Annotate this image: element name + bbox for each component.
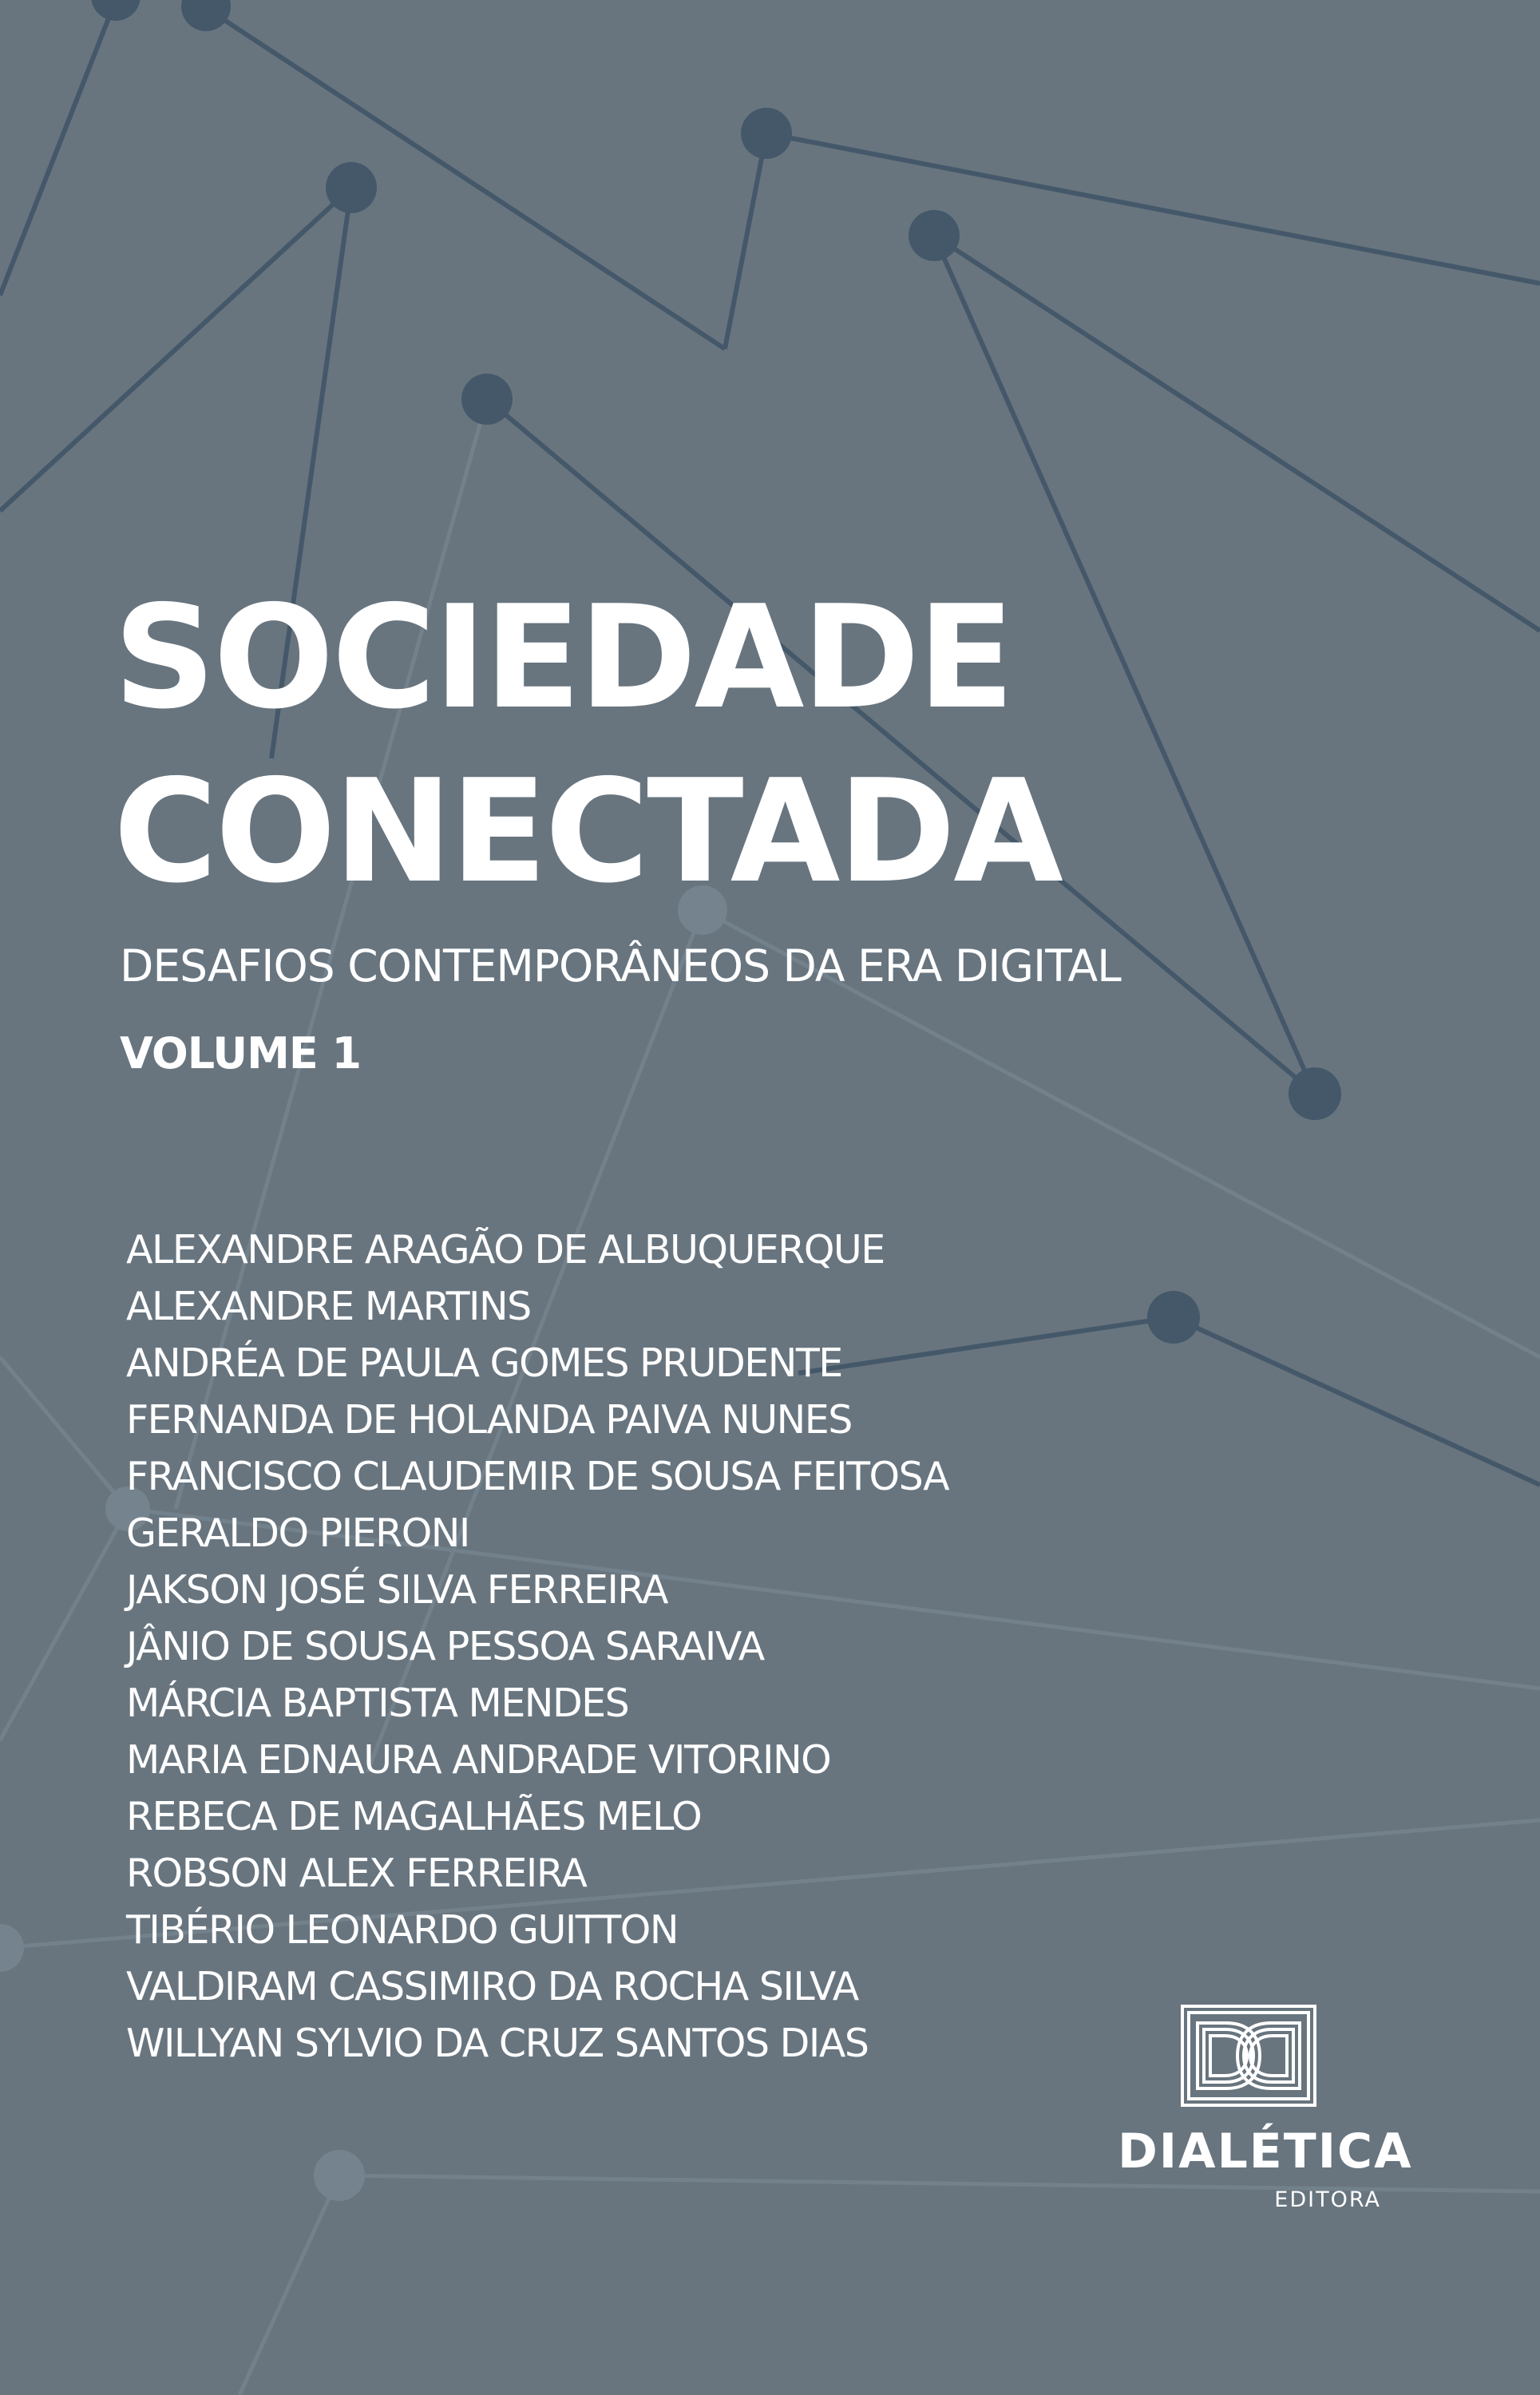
- volume-label: VOLUME 1: [120, 1028, 362, 1079]
- author-name: REBECA DE MAGALHÃES MELO: [126, 1794, 702, 1839]
- author-name: ALEXANDRE MARTINS: [126, 1284, 531, 1329]
- book-title: [113, 571, 1231, 919]
- author-name: WILLYAN SYLVIO DA CRUZ SANTOS DIAS: [126, 2021, 869, 2066]
- author-name: FERNANDA DE HOLANDA PAIVA NUNES: [126, 1397, 852, 1443]
- publisher-name: DIALÉTICA: [1118, 2124, 1413, 2179]
- publisher-logo-block: [1118, 2004, 1413, 2212]
- author-name: MÁRCIA BAPTISTA MENDES: [126, 1680, 629, 1726]
- title-line-2: CONECTADA: [113, 749, 1062, 914]
- author-list: [126, 1221, 948, 2072]
- author-name: GERALDO PIERONI: [126, 1510, 469, 1556]
- publisher-subtitle: EDITORA: [1274, 2187, 1381, 2212]
- author-name: ALEXANDRE ARAGÃO DE ALBUQUERQUE: [126, 1227, 885, 1273]
- book-subtitle: DESAFIOS CONTEMPORÂNEOS DA ERA DIGITAL: [120, 940, 1121, 992]
- author-name: ROBSON ALEX FERREIRA: [126, 1851, 587, 1896]
- author-name: TIBÉRIO LEONARDO GUITTON: [126, 1907, 679, 1953]
- author-name: JÂNIO DE SOUSA PESSOA SARAIVA: [126, 1624, 764, 1669]
- author-name: MARIA EDNAURA ANDRADE VITORINO: [126, 1737, 831, 1783]
- author-name: VALDIRAM CASSIMIRO DA ROCHA SILVA: [126, 1964, 858, 2009]
- author-name: ANDRÉA DE PAULA GOMES PRUDENTE: [126, 1340, 842, 1386]
- dialetica-logo-icon: [1180, 2004, 1317, 2108]
- author-name: FRANCISCO CLAUDEMIR DE SOUSA FEITOSA: [126, 1454, 949, 1499]
- author-name: JAKSON JOSÉ SILVA FERREIRA: [126, 1567, 667, 1613]
- title-line-1: SOCIEDADE: [113, 575, 1012, 740]
